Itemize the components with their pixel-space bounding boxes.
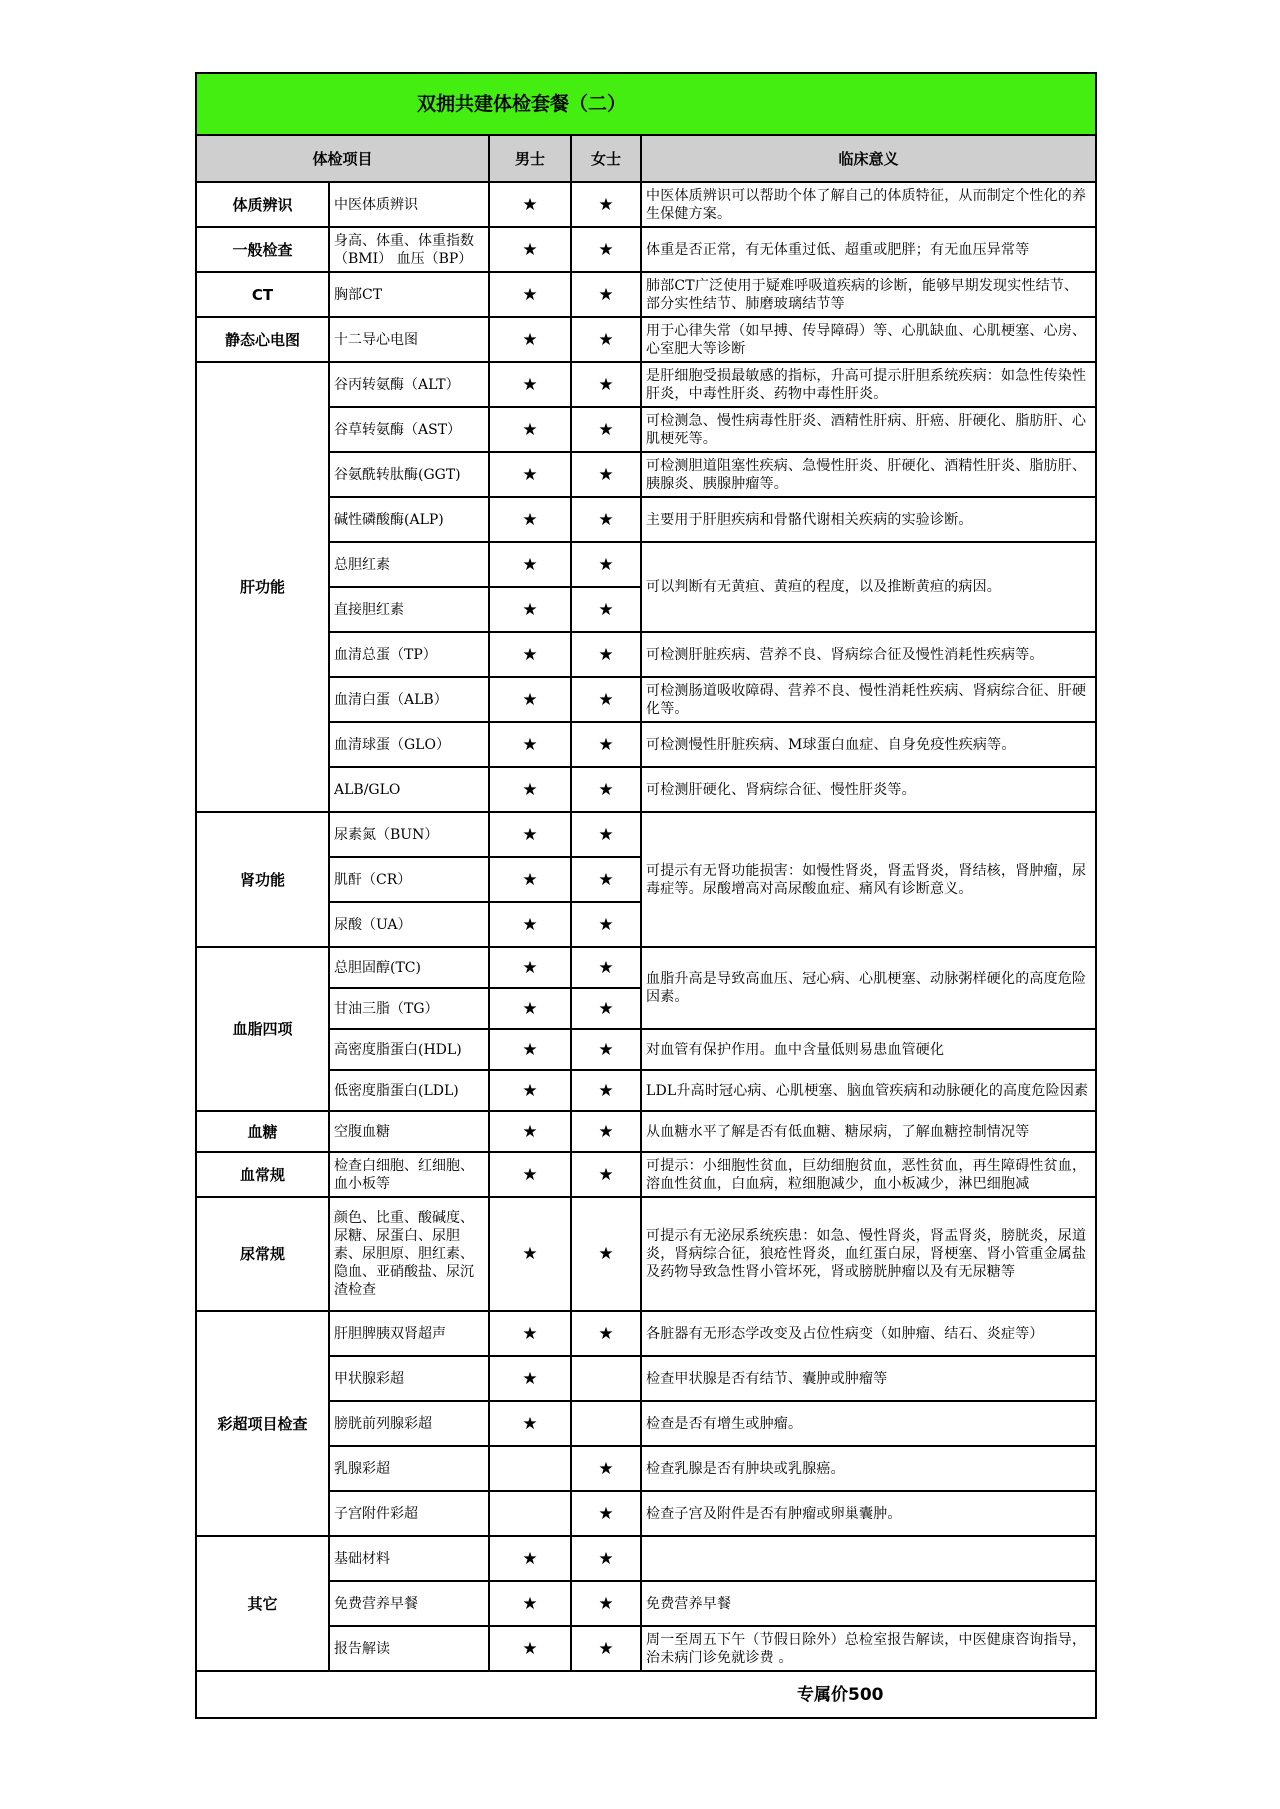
meaning-hdl: 对血管有保护作用。血中含量低则易患血管硬化 xyxy=(641,1029,1096,1070)
male-star: ★ xyxy=(489,1536,571,1581)
price-label: 专属价500 xyxy=(196,1671,1096,1718)
table-row xyxy=(196,1446,1096,1491)
item-alp: 碱性磷酸酶(ALP) xyxy=(329,497,489,542)
male-empty xyxy=(489,1446,571,1491)
female-empty xyxy=(571,1356,641,1401)
female-star: ★ xyxy=(571,1111,641,1152)
male-star: ★ xyxy=(489,1356,571,1401)
male-star: ★ xyxy=(489,497,571,542)
meaning-glo: 可检测慢性肝脏疾病、M球蛋白血症、自身免疫性疾病等。 xyxy=(641,722,1096,767)
table-row xyxy=(196,407,1096,452)
item-baogao: 报告解读 xyxy=(329,1626,489,1671)
table-row xyxy=(196,1356,1096,1401)
table-row xyxy=(196,452,1096,497)
male-star: ★ xyxy=(489,587,571,632)
table-row xyxy=(196,1070,1096,1111)
table-row xyxy=(196,1491,1096,1536)
meaning-alt: 是肝细胞受损最敏感的指标，升高可提示肝胆系统疾病：如急性传染性肝炎，中毒性肝炎、药物中毒性肝炎。 xyxy=(641,362,1096,407)
table-row xyxy=(196,227,1096,272)
header-meaning: 临床意义 xyxy=(641,135,1096,182)
male-star: ★ xyxy=(489,947,571,988)
female-star: ★ xyxy=(571,1029,641,1070)
meaning-jichu xyxy=(641,1536,1096,1581)
female-star: ★ xyxy=(571,362,641,407)
table-row xyxy=(196,317,1096,362)
female-star: ★ xyxy=(571,722,641,767)
table-row xyxy=(196,947,1096,988)
table-row xyxy=(196,1581,1096,1626)
item-pangguang: 膀胱前列腺彩超 xyxy=(329,1401,489,1446)
item-shengao: 身高、体重、体重指数（BMI） 血压（BP） xyxy=(329,227,489,272)
category-tizhi: 体质辨识 xyxy=(196,182,329,227)
meaning-kongfu: 从血糖水平了解是否有低血糖、糖尿病，了解血糖控制情况等 xyxy=(641,1111,1096,1152)
meaning-niao: 可提示有无泌尿系统疾患：如急、慢性肾炎，肾盂肾炎，膀胱炎，尿道炎，肾病综合征，狼疮性肾炎，血红蛋白尿，肾梗塞、肾小管重金属盐及药物导致急性肾小管坏死，肾或膀胱肿瘤以及有无尿糖等 xyxy=(641,1197,1096,1311)
female-star: ★ xyxy=(571,1152,641,1197)
item-ldl: 低密度脂蛋白(LDL) xyxy=(329,1070,489,1111)
item-zigong: 子宫附件彩超 xyxy=(329,1491,489,1536)
female-star: ★ xyxy=(571,497,641,542)
male-star: ★ xyxy=(489,362,571,407)
category-xindian: 静态心电图 xyxy=(196,317,329,362)
item-tp: 血清总蛋（TP） xyxy=(329,632,489,677)
male-star: ★ xyxy=(489,1029,571,1070)
exam-package-table xyxy=(195,72,1097,1719)
meaning-baogao: 周一至周五下午（节假日除外）总检室报告解读，中医健康咨询指导，治未病门诊免就诊费 。 xyxy=(641,1626,1096,1671)
category-caichao: 彩超项目检查 xyxy=(196,1311,329,1536)
meaning-ast: 可检测急、慢性病毒性肝炎、酒精性肝病、肝癌、肝硬化、脂肪肝、心肌梗死等。 xyxy=(641,407,1096,452)
table-row xyxy=(196,1111,1096,1152)
exam-package-sheet xyxy=(195,72,1095,1719)
meaning-albglo: 可检测肝硬化、肾病综合征、慢性肝炎等。 xyxy=(641,767,1096,812)
female-star: ★ xyxy=(571,767,641,812)
meaning-alb: 可检测肠道吸收障碍、营养不良、慢性消耗性疾病、肾病综合征、肝硬化等。 xyxy=(641,677,1096,722)
female-star: ★ xyxy=(571,542,641,587)
female-star: ★ xyxy=(571,587,641,632)
male-star: ★ xyxy=(489,1111,571,1152)
female-star: ★ xyxy=(571,1446,641,1491)
female-star: ★ xyxy=(571,857,641,902)
item-tg: 甘油三脂（TG） xyxy=(329,988,489,1029)
category-niaochanggui: 尿常规 xyxy=(196,1197,329,1311)
meaning-jiazhuang: 检查甲状腺是否有结节、囊肿或肿瘤等 xyxy=(641,1356,1096,1401)
item-alt: 谷丙转氨酶（ALT） xyxy=(329,362,489,407)
item-ruxian: 乳腺彩超 xyxy=(329,1446,489,1491)
meaning-shen: 可提示有无肾功能损害：如慢性肾炎，肾盂肾炎，肾结核，肾肿瘤，尿毒症等。尿酸增高对高尿酸血症、痛风有诊断意义。 xyxy=(641,812,1096,947)
item-ua: 尿酸（UA） xyxy=(329,902,489,947)
meaning-gandan: 各脏器有无形态学改变及占位性病变（如肿瘤、结石、炎症等） xyxy=(641,1311,1096,1356)
male-star: ★ xyxy=(489,272,571,317)
table-row xyxy=(196,272,1096,317)
male-star: ★ xyxy=(489,767,571,812)
category-ct: CT xyxy=(196,272,329,317)
table-row xyxy=(196,542,1096,587)
male-star: ★ xyxy=(489,1070,571,1111)
category-xuechanggui: 血常规 xyxy=(196,1152,329,1197)
table-row xyxy=(196,1536,1096,1581)
female-star: ★ xyxy=(571,1197,641,1311)
female-star: ★ xyxy=(571,227,641,272)
meaning-shierdao: 用于心律失常（如早搏、传导障碍）等、心肌缺血、心肌梗塞、心房、心室肥大等诊断 xyxy=(641,317,1096,362)
table-row xyxy=(196,1311,1096,1356)
female-star: ★ xyxy=(571,1311,641,1356)
item-zhongyi: 中医体质辨识 xyxy=(329,182,489,227)
female-star: ★ xyxy=(571,1581,641,1626)
table-row xyxy=(196,362,1096,407)
female-star: ★ xyxy=(571,1626,641,1671)
female-star: ★ xyxy=(571,677,641,722)
table-row xyxy=(196,1152,1096,1197)
female-star: ★ xyxy=(571,1536,641,1581)
item-jichu: 基础材料 xyxy=(329,1536,489,1581)
item-xuexibao: 检查白细胞、红细胞、血小板等 xyxy=(329,1152,489,1197)
category-xuezhi: 血脂四项 xyxy=(196,947,329,1111)
meaning-alp: 主要用于肝胆疾病和骨骼代谢相关疾病的实验诊断。 xyxy=(641,497,1096,542)
table-row xyxy=(196,182,1096,227)
male-star: ★ xyxy=(489,1197,571,1311)
table-row xyxy=(196,1401,1096,1446)
meaning-shengao: 体重是否正常，有无体重过低、超重或肥胖；有无血压异常等 xyxy=(641,227,1096,272)
item-alb: 血清白蛋（ALB） xyxy=(329,677,489,722)
item-hdl: 高密度脂蛋白(HDL) xyxy=(329,1029,489,1070)
male-star: ★ xyxy=(489,857,571,902)
meaning-ldl: LDL升高时冠心病、心肌梗塞、脑血管疾病和动脉硬化的高度危险因素 xyxy=(641,1070,1096,1111)
item-kongfu: 空腹血糖 xyxy=(329,1111,489,1152)
item-xiongbu: 胸部CT xyxy=(329,272,489,317)
item-glo: 血清球蛋（GLO） xyxy=(329,722,489,767)
category-yiban: 一般检查 xyxy=(196,227,329,272)
table-row xyxy=(196,722,1096,767)
item-ast: 谷草转氨酶（AST） xyxy=(329,407,489,452)
header-female: 女士 xyxy=(571,135,641,182)
item-shierdao: 十二导心电图 xyxy=(329,317,489,362)
female-star: ★ xyxy=(571,317,641,362)
header-male: 男士 xyxy=(489,135,571,182)
male-star: ★ xyxy=(489,722,571,767)
female-star: ★ xyxy=(571,1070,641,1111)
meaning-xuexibao: 可提示：小细胞性贫血，巨幼细胞贫血，恶性贫血，再生障碍性贫血，溶血性贫血，白血病，粒细胞减少，血小板减少，淋巴细胞减 xyxy=(641,1152,1096,1197)
item-albglo: ALB/GLO xyxy=(329,767,489,812)
male-star: ★ xyxy=(489,1311,571,1356)
table-row xyxy=(196,677,1096,722)
meaning-ruxian: 检查乳腺是否有肿块或乳腺癌。 xyxy=(641,1446,1096,1491)
female-star: ★ xyxy=(571,452,641,497)
female-star: ★ xyxy=(571,812,641,857)
male-star: ★ xyxy=(489,988,571,1029)
female-star: ★ xyxy=(571,1491,641,1536)
header-item: 体检项目 xyxy=(196,135,489,182)
table-row xyxy=(196,1197,1096,1311)
item-zongdan: 总胆红素 xyxy=(329,542,489,587)
female-star: ★ xyxy=(571,632,641,677)
page-title: 双拥共建体检套餐（二） xyxy=(196,73,1096,135)
item-bun: 尿素氮（BUN） xyxy=(329,812,489,857)
table-row xyxy=(196,497,1096,542)
item-niao: 颜色、比重、酸碱度、尿糖、尿蛋白、尿胆素、尿胆原、胆红素、隐血、亚硝酸盐、尿沉渣检查 xyxy=(329,1197,489,1311)
female-star: ★ xyxy=(571,407,641,452)
item-ggt: 谷氨酰转肽酶(GGT) xyxy=(329,452,489,497)
male-star: ★ xyxy=(489,812,571,857)
meaning-tp: 可检测肝脏疾病、营养不良、肾病综合征及慢性消耗性疾病等。 xyxy=(641,632,1096,677)
female-star: ★ xyxy=(571,902,641,947)
item-tc: 总胆固醇(TC) xyxy=(329,947,489,988)
item-zaocan: 免费营养早餐 xyxy=(329,1581,489,1626)
meaning-dan: 可以判断有无黄疸、黄疸的程度，以及推断黄疸的病因。 xyxy=(641,542,1096,632)
female-star: ★ xyxy=(571,182,641,227)
item-cr: 肌酐（CR） xyxy=(329,857,489,902)
category-qita: 其它 xyxy=(196,1536,329,1671)
meaning-zaocan: 免费营养早餐 xyxy=(641,1581,1096,1626)
meaning-ggt: 可检测胆道阻塞性疾病、急慢性肝炎、肝硬化、酒精性肝炎、脂肪肝、胰腺炎、胰腺肿瘤等。 xyxy=(641,452,1096,497)
male-star: ★ xyxy=(489,1401,571,1446)
male-empty xyxy=(489,1491,571,1536)
table-row xyxy=(196,767,1096,812)
item-zhijie: 直接胆红素 xyxy=(329,587,489,632)
meaning-tctg: 血脂升高是导致高血压、冠心病、心肌梗塞、动脉粥样硬化的高度危险因素。 xyxy=(641,947,1096,1029)
meaning-zhongyi: 中医体质辨识可以帮助个体了解自己的体质特征，从而制定个性化的养生保健方案。 xyxy=(641,182,1096,227)
male-star: ★ xyxy=(489,677,571,722)
table-row xyxy=(196,632,1096,677)
male-star: ★ xyxy=(489,1152,571,1197)
category-xuetang: 血糖 xyxy=(196,1111,329,1152)
male-star: ★ xyxy=(489,182,571,227)
male-star: ★ xyxy=(489,452,571,497)
category-gan: 肝功能 xyxy=(196,362,329,812)
male-star: ★ xyxy=(489,1581,571,1626)
meaning-xiongbu: 肺部CT广泛使用于疑难呼吸道疾病的诊断，能够早期发现实性结节、部分实性结节、肺磨玻璃结节等 xyxy=(641,272,1096,317)
female-star: ★ xyxy=(571,272,641,317)
female-star: ★ xyxy=(571,947,641,988)
item-gandan: 肝胆脾胰双肾超声 xyxy=(329,1311,489,1356)
male-star: ★ xyxy=(489,227,571,272)
item-jiazhuang: 甲状腺彩超 xyxy=(329,1356,489,1401)
male-star: ★ xyxy=(489,1626,571,1671)
meaning-zigong: 检查子宫及附件是否有肿瘤或卵巢囊肿。 xyxy=(641,1491,1096,1536)
table-row xyxy=(196,1029,1096,1070)
table-row xyxy=(196,812,1096,857)
male-star: ★ xyxy=(489,407,571,452)
meaning-pangguang: 检查是否有增生或肿瘤。 xyxy=(641,1401,1096,1446)
male-star: ★ xyxy=(489,632,571,677)
female-empty xyxy=(571,1401,641,1446)
male-star: ★ xyxy=(489,902,571,947)
category-shen: 肾功能 xyxy=(196,812,329,947)
table-row xyxy=(196,1626,1096,1671)
female-star: ★ xyxy=(571,988,641,1029)
male-star: ★ xyxy=(489,542,571,587)
male-star: ★ xyxy=(489,317,571,362)
